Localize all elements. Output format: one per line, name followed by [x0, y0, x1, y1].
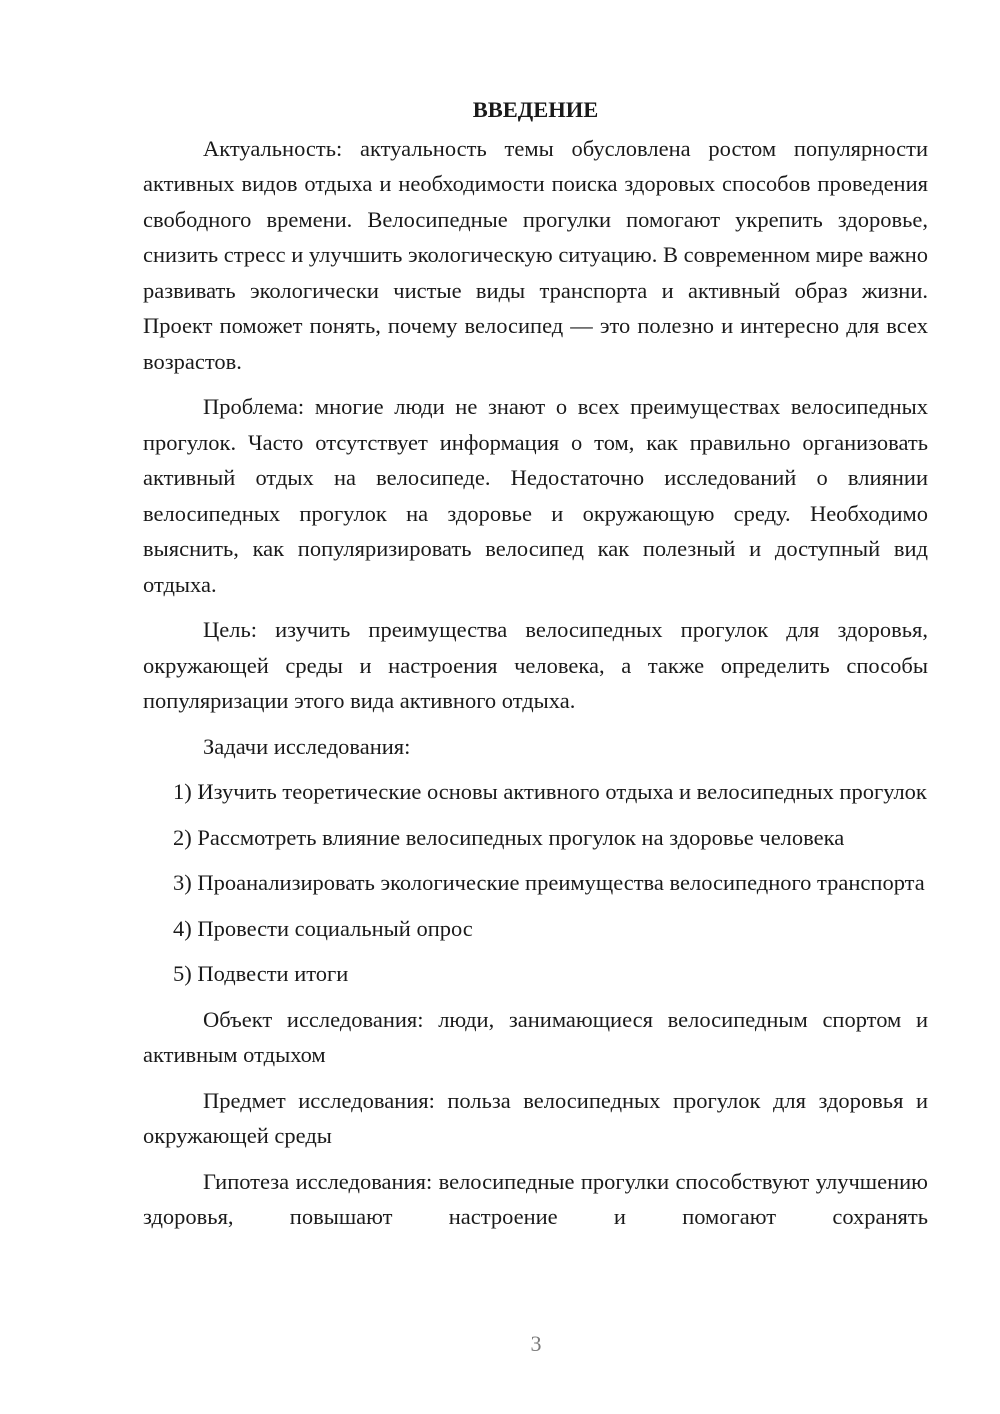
paragraph-subject: Предмет исследования: польза велосипедных прогулок для здоровья и окружающей среды [143, 1087, 928, 1148]
task-item-2: 2) Рассмотреть влияние велосипедных прогулок на здоровье человека [173, 824, 845, 850]
paragraph-goal: Цель: изучить преимущества велосипедных прогулок для здоровья, окружающей среды и настроения человека, а также определить способы популяризации этого вида активного отдыха. [143, 617, 928, 713]
page-heading: ВВЕДЕНИЕ [472, 97, 599, 122]
page-content [143, 92, 928, 1245]
task-item-1: 1) Изучить теоретические основы активного отдыха и велосипедных прогулок [173, 779, 927, 804]
tasks-title: Задачи исследования: [203, 733, 411, 759]
paragraph-hypothesis: Гипотеза исследования: велосипедные прогулки способствуют улучшению здоровья, повышают настроение и помогают сохранять [143, 1168, 928, 1229]
paragraph-relevance: Актуальность: актуальность темы обусловлена ростом популярности активных видов отдыха и необходимости поиска здоровых способов проведения свободного времени. Велосипедные прогулки помогают укрепить здоровье, снизить стресс и улучшить экологическую ситуацию. В современном мире важно развивать экологически чистые виды транспорта и активный образ жизни. Проект поможет понять, почему велосипед — это полезно и интересно для всех возрастов. [143, 135, 928, 374]
paragraph-problem: Проблема: многие люди не знают о всех преимуществах велосипедных прогулок. Часто отсутствует информация о том, как правильно организовать активный отдых на велосипеде. Недостаточно исследований о влиянии велосипедных прогулок на здоровье и окружающую среду. Необходимо выяснить, как популяризировать велосипед как полезный и доступный вид отдыха. [143, 394, 928, 597]
paragraph-object: Объект исследования: люди, занимающиеся велосипедным спортом и активным отдыхом [143, 1006, 928, 1067]
task-item-3: 3) Проанализировать экологические преимущества велосипедного транспорта [173, 870, 925, 895]
task-item-4: 4) Провести социальный опрос [173, 915, 473, 941]
page-number: 3 [530, 1331, 542, 1356]
task-item-5: 5) Подвести итоги [173, 961, 349, 986]
